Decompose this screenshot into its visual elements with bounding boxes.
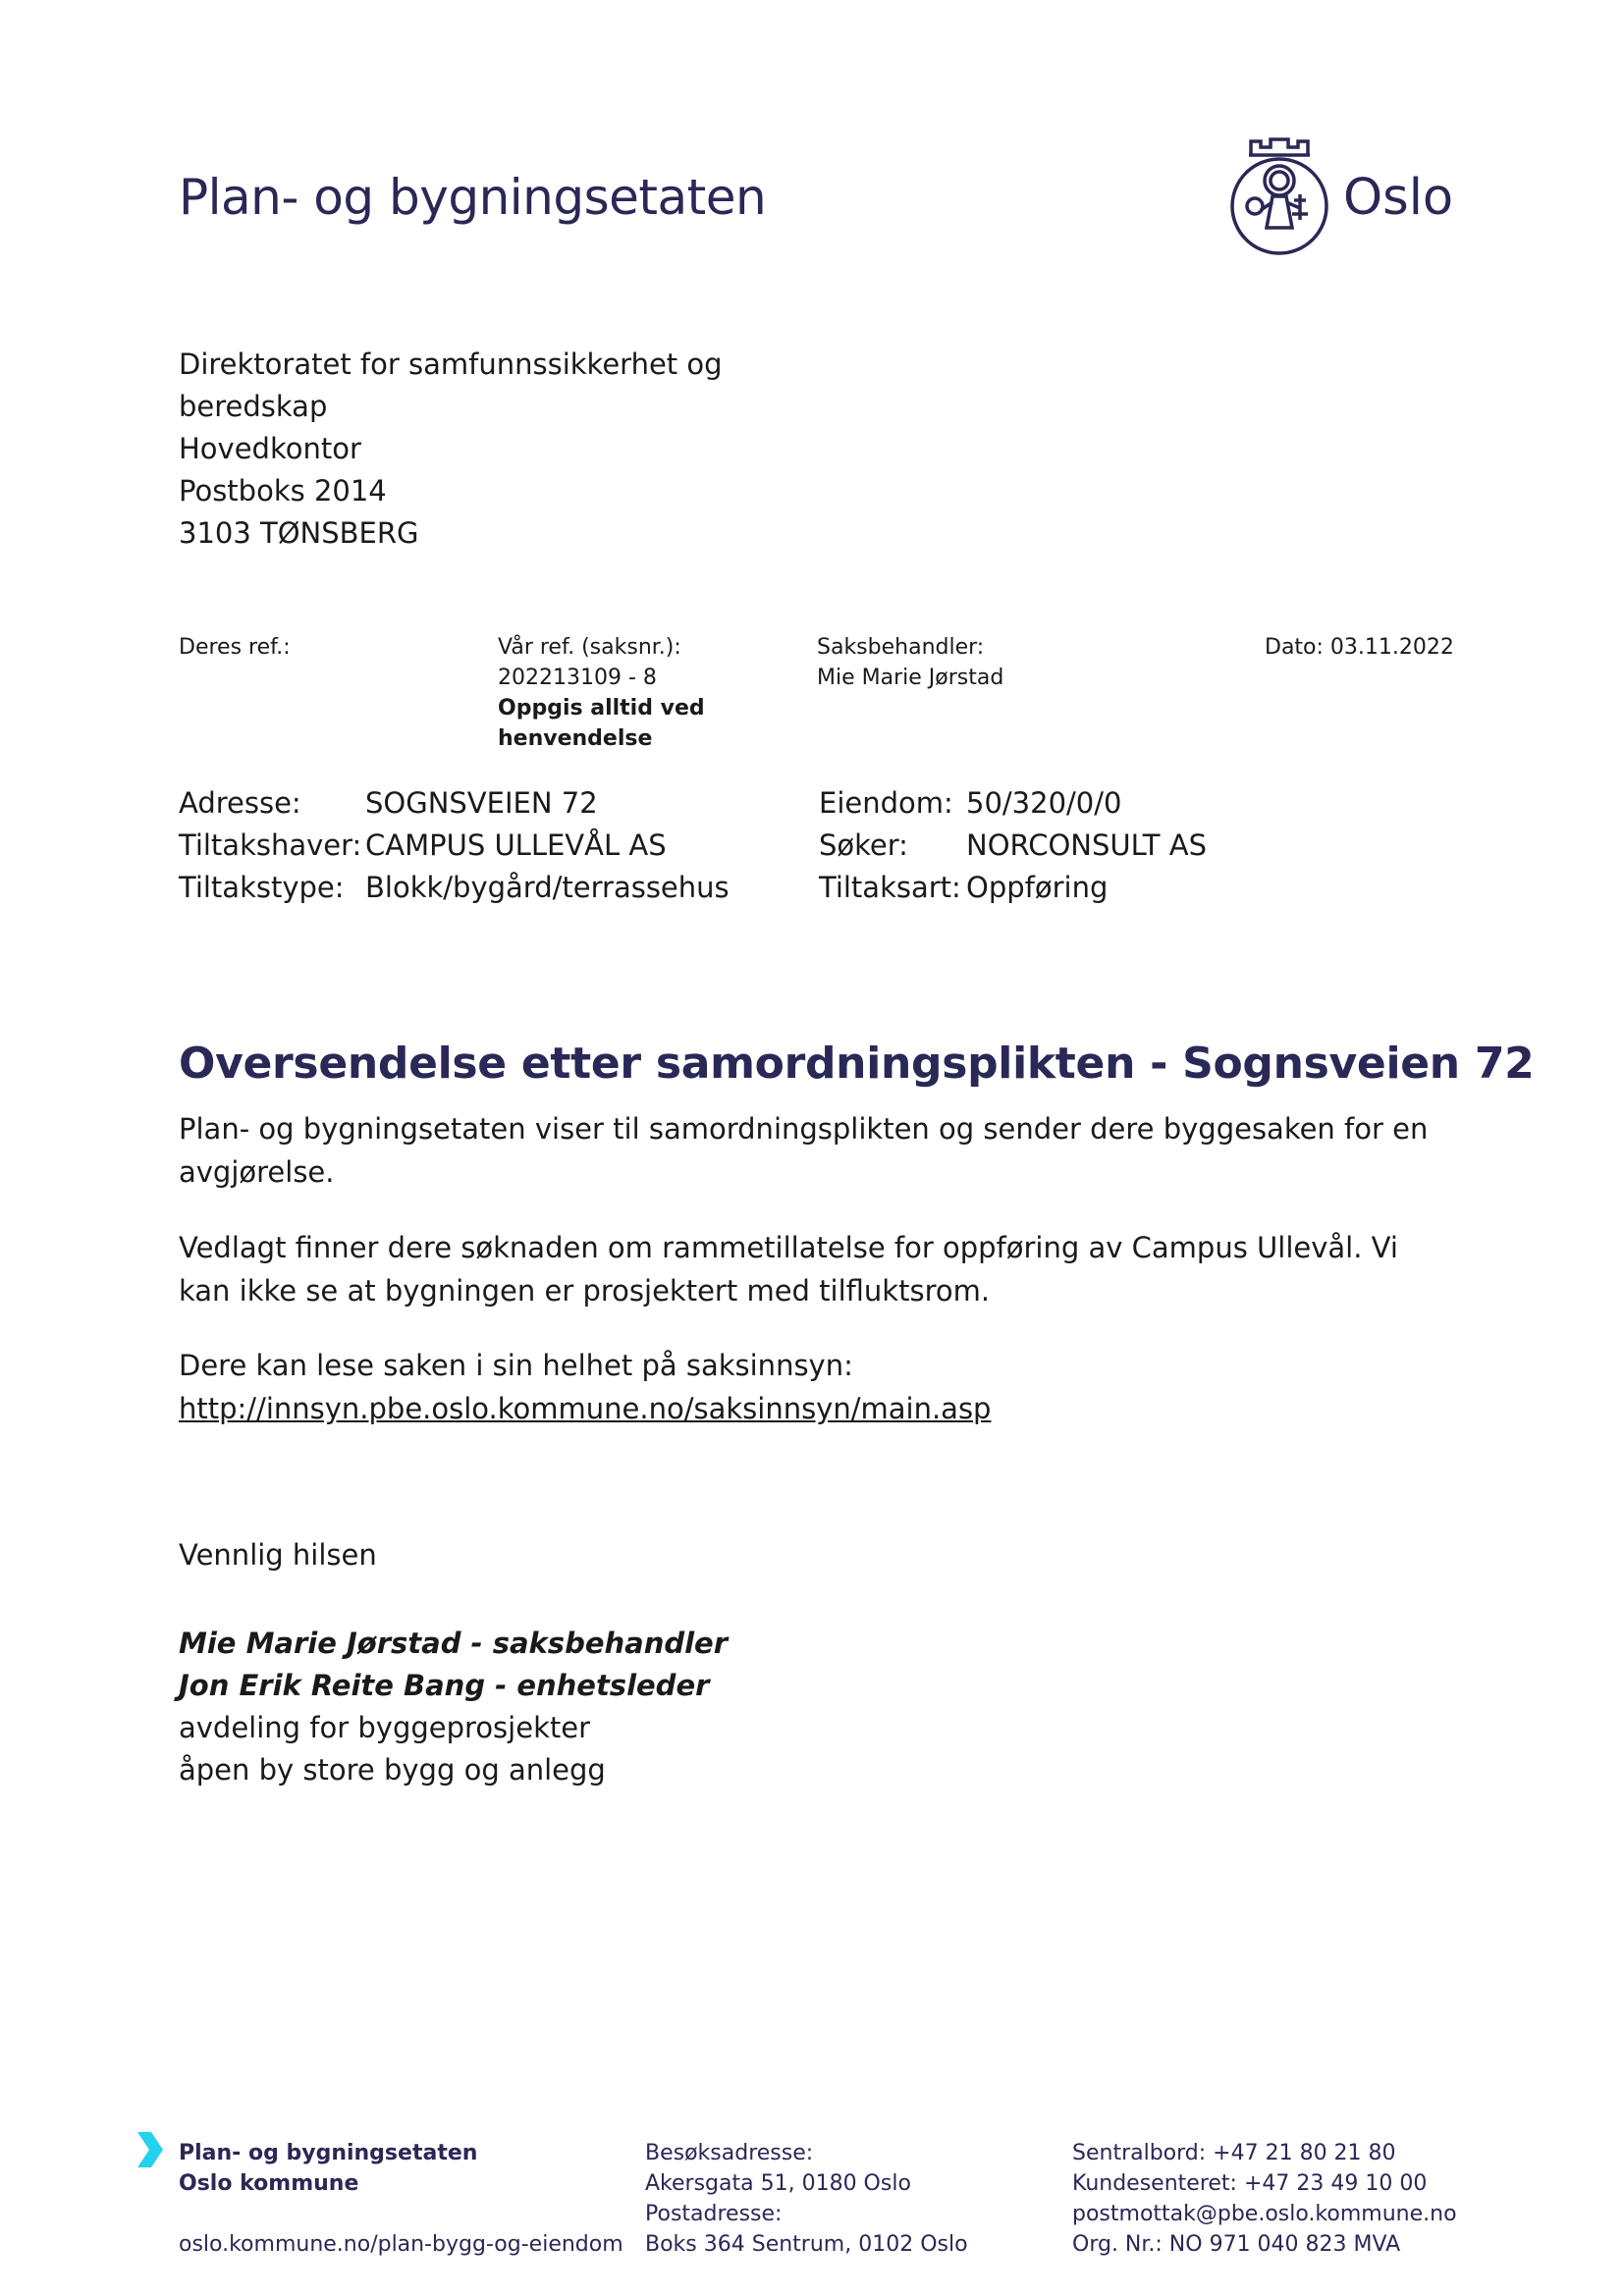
department-line: avdeling for byggeprosjekter bbox=[179, 1711, 590, 1744]
footer-org-sub: Oslo kommune bbox=[179, 2171, 359, 2196]
body-paragraph: Vedlagt finner dere søknaden om rammetillatelse for oppføring av Campus Ullevål. Vi kan ikke se at bygningen er prosjektert med tilfluktsrom. bbox=[179, 1231, 1398, 1308]
body-paragraph bbox=[179, 1344, 1455, 1430]
oslo-chevron-icon bbox=[134, 2130, 165, 2169]
footer-org-name: Plan- og bygningsetaten bbox=[179, 2141, 478, 2165]
var-ref bbox=[498, 632, 705, 754]
post-address-value: Boks 364 Sentrum, 0102 Oslo bbox=[645, 2232, 968, 2257]
letter-subject: Oversendelse etter samordningsplikten - Sognsveien 72 bbox=[179, 1039, 1535, 1089]
greeting: Vennlig hilsen bbox=[179, 1538, 377, 1572]
tiltakstype-label: Tiltakstype: bbox=[179, 871, 345, 904]
post-address-label: Postadresse: bbox=[645, 2202, 783, 2226]
footer-addresses bbox=[645, 2138, 968, 2260]
org-number: Org. Nr.: NO 971 040 823 MVA bbox=[1072, 2232, 1401, 2257]
tiltaksart-value: Oppføring bbox=[966, 871, 1109, 904]
soker-value: NORCONSULT AS bbox=[966, 828, 1207, 862]
recipient-line: Direktoratet for samfunnssikkerhet og bbox=[179, 347, 723, 381]
tiltakshaver-label: Tiltakshaver: bbox=[179, 828, 362, 862]
saksbehandler-value: Mie Marie Jørstad bbox=[817, 666, 1004, 690]
soker-label: Søker: bbox=[819, 828, 908, 862]
city-wordmark: Oslo bbox=[1343, 169, 1454, 227]
recipient-line: beredskap bbox=[179, 390, 328, 423]
footer-contact bbox=[1072, 2138, 1457, 2260]
oslo-city-seal-icon bbox=[1216, 130, 1343, 257]
deres-ref-label: Deres ref.: bbox=[179, 635, 291, 660]
deres-ref bbox=[179, 632, 291, 663]
department-line: åpen by store bygg og anlegg bbox=[179, 1753, 606, 1787]
property-values-left bbox=[365, 782, 730, 909]
property-values-right bbox=[966, 782, 1207, 909]
property-labels-left bbox=[179, 782, 361, 909]
saksbehandler-label: Saksbehandler: bbox=[817, 635, 985, 660]
visit-address-value: Akersgata 51, 0180 Oslo bbox=[645, 2171, 911, 2196]
saksinnsyn-link[interactable]: http://innsyn.pbe.oslo.kommune.no/saksinnsyn/main.asp bbox=[179, 1392, 992, 1425]
recipient-line: Postboks 2014 bbox=[179, 474, 387, 507]
recipient-line: Hovedkontor bbox=[179, 432, 361, 465]
adresse-value: SOGNSVEIEN 72 bbox=[365, 786, 598, 820]
letter-date: Dato: 03.11.2022 bbox=[1265, 635, 1454, 660]
var-ref-note: henvendelse bbox=[498, 726, 653, 751]
recipient-line: 3103 TØNSBERG bbox=[179, 516, 419, 550]
tiltakstype-value: Blokk/bygård/terrassehus bbox=[365, 871, 730, 904]
var-ref-note: Oppgis alltid ved bbox=[498, 696, 705, 721]
agency-title: Plan- og bygningsetaten bbox=[179, 169, 767, 226]
eiendom-label: Eiendom: bbox=[819, 786, 953, 820]
adresse-label: Adresse: bbox=[179, 786, 301, 820]
signer-name: Jon Erik Reite Bang - enhetsleder bbox=[179, 1669, 710, 1702]
customer-center-phone: Kundesenteret: +47 23 49 10 00 bbox=[1072, 2171, 1428, 2196]
signer-name: Mie Marie Jørstad - saksbehandler bbox=[179, 1627, 729, 1660]
contact-email: postmottak@pbe.oslo.kommune.no bbox=[1072, 2202, 1457, 2226]
visit-address-label: Besøksadresse: bbox=[645, 2141, 814, 2165]
property-labels-right bbox=[819, 782, 961, 909]
recipient-address bbox=[179, 344, 723, 555]
switchboard-phone: Sentralbord: +47 21 80 21 80 bbox=[1072, 2141, 1396, 2165]
saksbehandler bbox=[817, 632, 1003, 693]
footer-website: oslo.kommune.no/plan-bygg-og-eiendom bbox=[179, 2232, 623, 2257]
signature-block bbox=[179, 1623, 728, 1791]
saksinnsyn-text: Dere kan lese saken i sin helhet på saksinnsyn: bbox=[179, 1349, 853, 1382]
footer-org bbox=[179, 2138, 623, 2260]
tiltaksart-label: Tiltaksart: bbox=[819, 871, 961, 904]
body-paragraph: Plan- og bygningsetaten viser til samordningsplikten og sender dere byggesaken for en avgjørelse. bbox=[179, 1112, 1429, 1189]
tiltakshaver-value: CAMPUS ULLEVÅL AS bbox=[365, 828, 667, 862]
eiendom-value: 50/320/0/0 bbox=[966, 786, 1122, 820]
var-ref-value: 202213109 - 8 bbox=[498, 666, 657, 690]
var-ref-label: Vår ref. (saksnr.): bbox=[498, 635, 681, 660]
